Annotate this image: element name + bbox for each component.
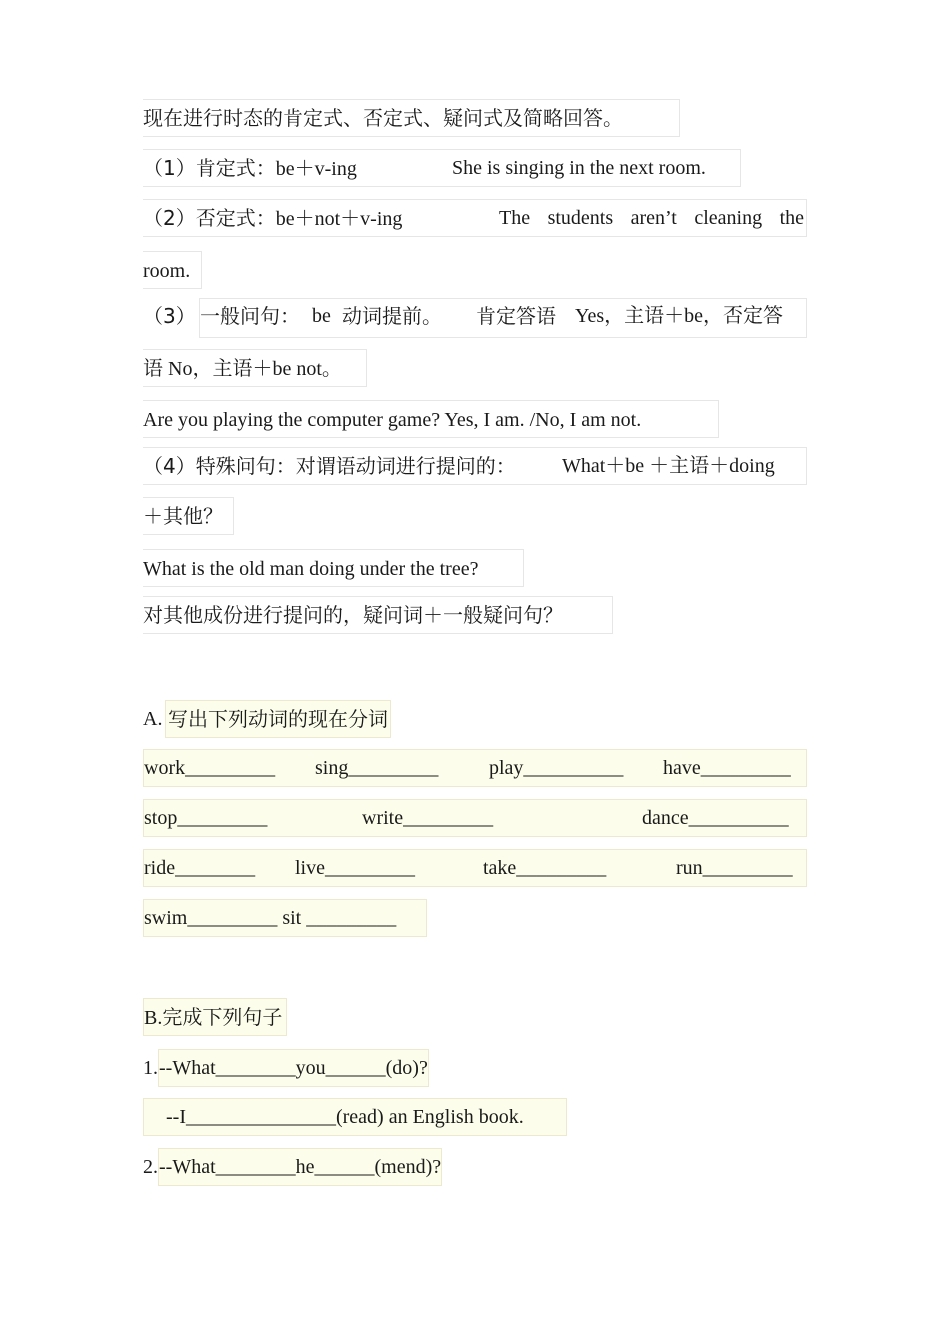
affirmative-answer-label: 肯定答语 [476, 304, 556, 328]
affirmative-formula: be＋v-ing [275, 158, 357, 180]
question-2 [143, 1148, 483, 1186]
verb-row [143, 849, 807, 887]
verb-blank-have: have_________ [663, 757, 791, 779]
verb-blank-swim-sit: swim_________ sit _________ [144, 907, 397, 929]
verb-blank-run: run_________ [676, 857, 793, 879]
negative-example-word: students [547, 207, 614, 229]
question-number: 2. [143, 1156, 158, 1178]
special-question-cont: ＋其他？ [143, 504, 223, 528]
affirmative-example: She is singing in the next room. [452, 157, 706, 179]
verb-blank-stop: stop_________ [144, 807, 268, 829]
line-negative-cont [143, 251, 202, 289]
question-number: 1. [143, 1057, 158, 1079]
section-b-title: 完成下列句子 [162, 1005, 283, 1029]
intro-title [143, 99, 680, 137]
general-question-example: Are you playing the computer game? Yes, I am. /No, I am not. [143, 409, 642, 431]
section-a-title: 写出下列动词的现在分词 [165, 700, 391, 738]
negative-example-word: cleaning [694, 207, 763, 229]
question-2-text: --What________he______(mend)? [158, 1148, 442, 1186]
question-1-answer [143, 1098, 567, 1136]
line-special-question [143, 447, 807, 485]
negative-example-word: aren’t [630, 207, 677, 229]
line-general-question-cont [143, 349, 367, 387]
negative-example-word: The [499, 207, 531, 229]
section-a-prefix: A. [143, 708, 163, 730]
verb-blank-play: play__________ [489, 757, 624, 779]
line-special-question-cont [143, 497, 234, 535]
verb-blank-ride: ride________ [144, 857, 256, 879]
verb-blank-live: live_________ [295, 857, 415, 879]
verb-row [143, 799, 807, 837]
other-question-note: 对其他成份进行提问的，疑问词＋一般疑问句？ [143, 603, 563, 627]
general-question-a: 一般问句： [200, 304, 300, 328]
special-question-pattern: What＋be ＋主语＋doing [562, 455, 775, 477]
negative-example-cont: room. [143, 260, 191, 282]
section-b-heading [143, 998, 303, 1036]
question-1-answer-text: --I_______________(read) an English book. [166, 1106, 524, 1128]
question-1 [143, 1049, 473, 1087]
line-general-example [143, 400, 719, 438]
section-b-title-box [143, 998, 287, 1036]
negative-example-word: the [779, 207, 804, 229]
negative-example [499, 200, 804, 236]
line-other-question [143, 596, 613, 634]
intro-title-text: 现在进行时态的肯定式、否定式、疑问式及简略回答。 [143, 106, 623, 130]
line-affirmative [143, 149, 741, 187]
general-question-label: （3） [143, 304, 196, 328]
section-b-prefix: B. [144, 1007, 163, 1029]
line-negative [143, 199, 807, 237]
general-question-b: be [312, 305, 331, 327]
general-question-cont: 语 No，主语＋be not。 [143, 358, 342, 380]
special-question-label: （4）特殊问句：对谓语动词进行提问的： [143, 454, 516, 478]
verb-row [143, 899, 427, 937]
line-special-example [143, 549, 524, 587]
verb-row [143, 749, 807, 787]
line-general-question [143, 298, 807, 336]
question-1-text: --What________you______(do)? [158, 1049, 429, 1087]
section-a-heading [143, 700, 413, 738]
general-question-c: 动词提前。 [342, 304, 442, 328]
negative-formula: be＋not＋v-ing [275, 208, 403, 230]
verb-blank-take: take_________ [483, 857, 607, 879]
verb-blank-dance: dance__________ [642, 807, 789, 829]
verb-blank-sing: sing_________ [315, 757, 439, 779]
verb-blank-work: work_________ [144, 757, 276, 779]
special-question-example: What is the old man doing under the tree? [143, 558, 479, 580]
affirmative-label: （1）肯定式： [143, 156, 276, 180]
verb-blank-write: write_________ [362, 807, 494, 829]
negative-label: （2）否定式： [143, 206, 276, 230]
answer-pattern: Yes，主语＋be，否定答 [575, 305, 783, 327]
